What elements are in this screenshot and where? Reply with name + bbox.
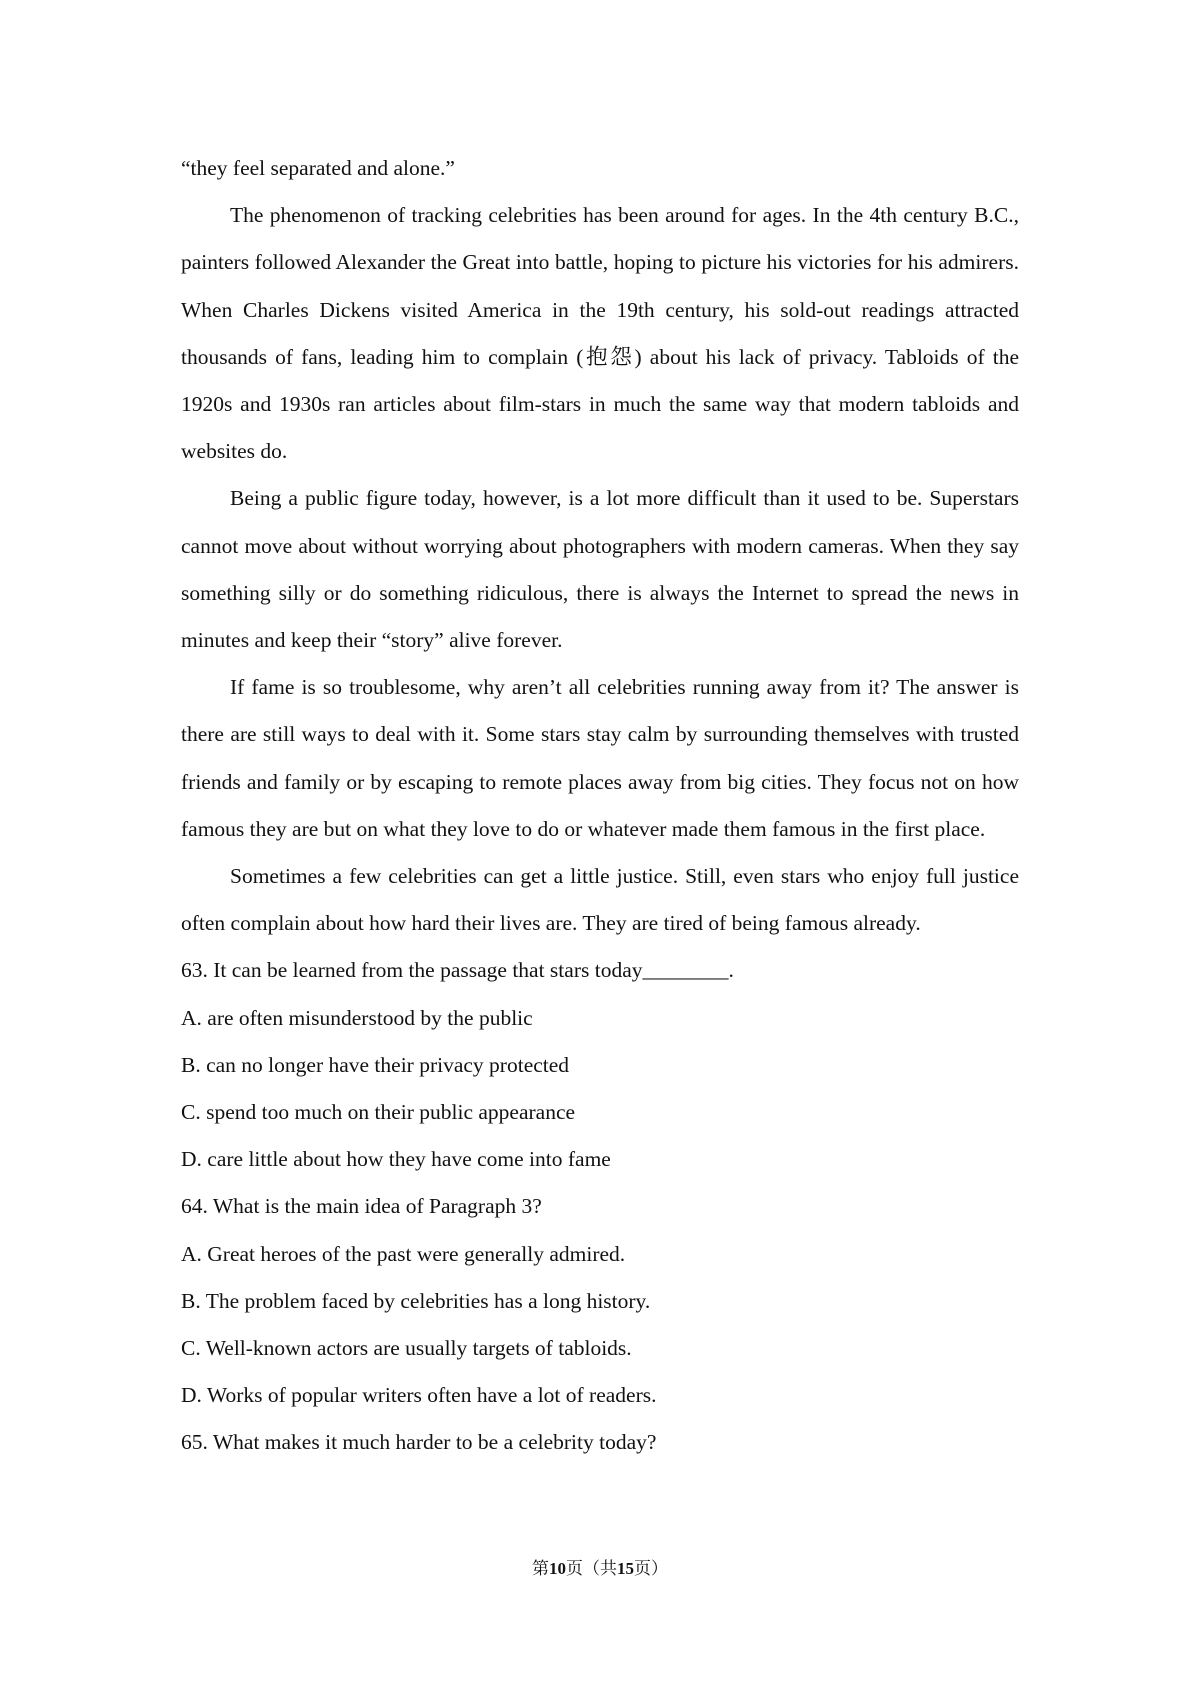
question-option: A. Great heroes of the past were generally admired.	[181, 1241, 626, 1266]
question-option: D. Works of popular writers often have a lot of readers.	[181, 1383, 657, 1408]
question-option: B. can no longer have their privacy protected	[181, 1052, 570, 1077]
passage-paragraph: If fame is so troublesome, why aren’t all celebrities running away from it? The answer is there are still ways to deal with it. Some stars stay calm by surrounding themselves with trusted friends and family or by escaping to remote places away from big cities. They focus not on how famous they are but on what they love to do or whatever made them famous in the first place.	[181, 675, 1019, 841]
footer-suffix: 页）	[634, 1559, 668, 1578]
footer-middle: 页（共	[566, 1559, 617, 1578]
passage-paragraph: Being a public figure today, however, is a lot more difficult than it used to be. Superstars cannot move about without worrying about photographers with modern cameras. When they say something silly or do something ridiculous, there is always the Internet to spread the news in minutes and keep their “story” alive forever.	[181, 486, 1019, 653]
passage-paragraph: The phenomenon of tracking celebrities has been around for ages. In the 4th century B.C., painters followed Alexander the Great into battle, hoping to picture his victories for his admirers. When Charles Dickens visited America in the 19th century, his sold-out readings attracted thousands of fans, leading him to complain (抱怨) about his lack of privacy. Tabloids of the 1920s and 1930s ran articles about film-stars in much the same way that modern tabloids and websites do.	[181, 203, 1019, 464]
question-option: B. The problem faced by celebrities has a long history.	[181, 1288, 651, 1313]
footer-page-number: 10	[549, 1559, 566, 1578]
question-option: C. spend too much on their public appearance	[181, 1100, 576, 1125]
question-stem: 65. What makes it much harder to be a celebrity today?	[181, 1430, 657, 1455]
question-option: A. are often misunderstood by the public	[181, 1005, 533, 1030]
question-option: D. care little about how they have come into fame	[181, 1147, 611, 1172]
question-stem: 64. What is the main idea of Paragraph 3?	[181, 1194, 542, 1219]
question-stem: 63. It can be learned from the passage that stars today________.	[181, 958, 734, 983]
page-footer	[0, 1554, 1200, 1579]
footer-prefix: 第	[532, 1559, 549, 1578]
passage-paragraph: Sometimes a few celebrities can get a little justice. Still, even stars who enjoy full justice often complain about how hard their lives are. They are tired of being famous already.	[181, 864, 1019, 936]
passage-continuation: “they feel separated and alone.”	[181, 156, 455, 180]
footer-total-pages: 15	[617, 1559, 634, 1578]
question-option: C. Well-known actors are usually targets of tabloids.	[181, 1336, 632, 1361]
page-content	[181, 145, 1019, 1467]
